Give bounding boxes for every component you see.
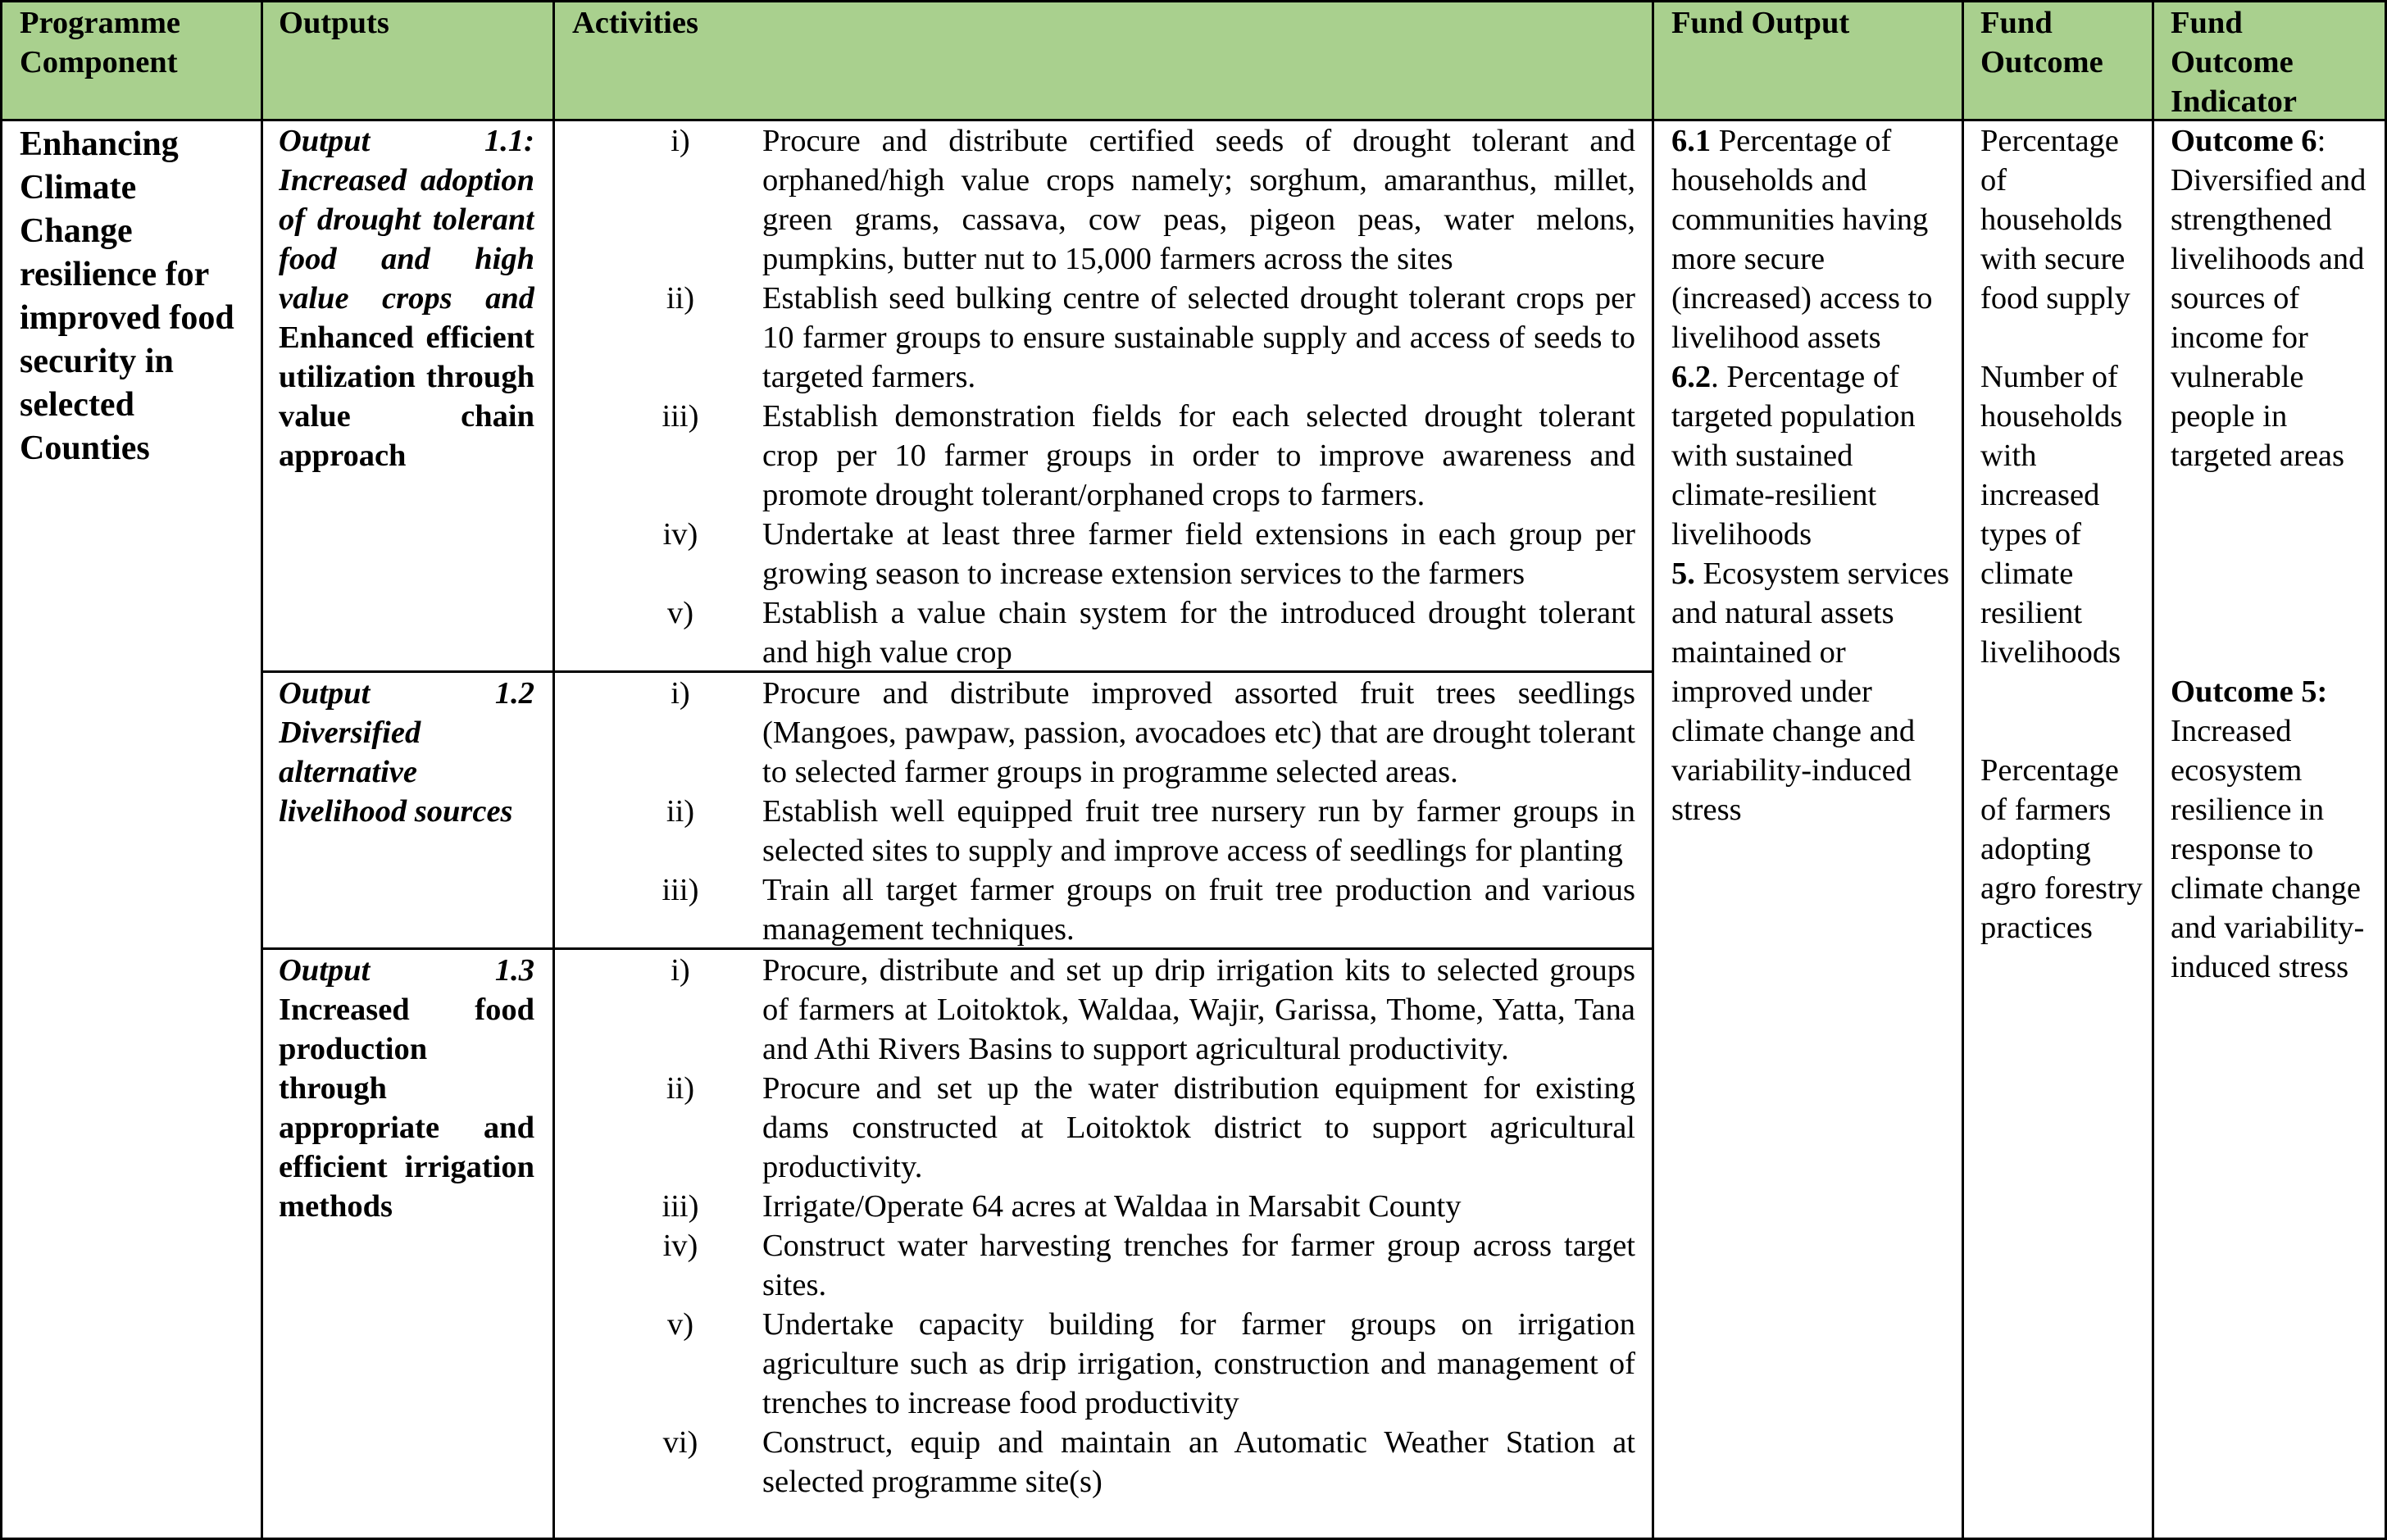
grid-line [2152,0,2154,1540]
grid-line [552,0,555,1540]
grid-line [261,947,1654,950]
grid-line [0,119,2387,121]
output-1-1-title-italic: Output 1.1: Increased adoption of drought tolerant food and high value crops and [279,124,534,316]
activity-item: vi) Construct, equip and maintain an Automatic Weather Station at selected programme site(s) [662,1425,1635,1499]
output-1-2-activities [631,674,1635,949]
activity-item: iii) Train all target farmer groups on fruit tree production and various management techniques. [662,873,1635,947]
output-1-3-title [279,951,534,1226]
fund-outcome-item: Percentage of households with secure food supply [1980,124,2130,316]
fund-output-item: 6.1 Percentage of households and communities having more secure (increased) access to livelihood assets [1671,124,1933,355]
activity-item: i) Procure, distribute and set up drip irrigation kits to selected groups of farmers at Loitoktok, Waldaa, Wajir, Garissa, Thome, Yatta, Tana and Athi Rivers Basins to support agricultural productivity. [671,953,1635,1066]
fund-outcome-indicator-item: Outcome 5: Increased ecosystem resilience in response to climate change and variability-induced stress [2171,675,2365,984]
activity-item: iii) Irrigate/Operate 64 acres at Waldaa in Marsabit County [662,1189,1462,1224]
header-outputs: Outputs [279,6,389,40]
activity-item: i) Procure and distribute improved assorted fruit trees seedlings (Mangoes, pawpaw, passion, avocadoes etc) that are drought tolerant to selected farmer groups in programme selected areas. [671,676,1635,789]
output-1-3-title-plain: Increased food production through appropriate and efficient irrigation methods [279,993,534,1224]
grid-line [1962,0,1964,1540]
activity-item: ii) Establish well equipped fruit tree nursery run by farmer groups in selected sites to supply and improve access of seedlings for planting [666,794,1635,868]
grid-line [261,670,1654,673]
header-fund-outcome: Fund Outcome [1980,6,2103,79]
output-1-2-title [279,674,534,831]
fund-outcome [1980,121,2144,947]
programme-component: Enhancing Climate Change resilience for improved food security in selected Counties [20,125,234,467]
header-activities: Activities [572,6,698,40]
activity-item: v) Undertake capacity building for farmer groups on irrigation agriculture such as drip irrigation, construction and management of trenches to increase food productivity [666,1307,1635,1420]
fund-output [1671,121,1950,829]
fund-outcome-item: Number of households with increased types of climate resilient livelihoods [1980,360,2123,670]
fund-output-item: 5. Ecosystem services and natural assets maintained or improved under climate change and variability-induced stress [1671,556,1949,827]
header-programme-component: Programme Component [20,6,180,79]
output-1-1-title-plain: Enhanced efficient utilization through value chain approach [279,320,534,473]
activity-item: v) Establish a value chain system for the introduced drought tolerant and high value crop [666,596,1635,670]
activity-item: iv) Undertake at least three farmer field extensions in each group per growing season to increase extension services to the farmers [662,517,1635,591]
grid-line [0,0,2387,2]
grid-line [261,0,263,1540]
output-1-3-activities [631,951,1635,1501]
header-fund-outcome-indicator: Fund Outcome Indicator [2171,6,2297,119]
output-1-1-title [279,121,534,475]
activity-item: ii) Procure and set up the water distribution equipment for existing dams constructed at Loitoktok district to support agricultural productivity. [666,1071,1635,1184]
fund-outcome-item: Percentage of farmers adopting agro forestry practices [1980,753,2143,945]
output-1-2-title-italic: Output 1.2 Diversified alternative livelihood sources [279,676,534,829]
grid-line [0,0,2,1540]
output-1-3-title-italic: Output 1.3 [279,953,534,988]
header-fund-output: Fund Output [1671,6,1850,40]
fund-outcome-indicator [2171,121,2367,987]
activity-item: i) Procure and distribute certified seeds of drought tolerant and orphaned/high value crops namely; sorghum, amaranthus, millet, green grams, cassava, cow peas, pigeon peas, water melons, pumpkins, butter nut to 15,000 farmers across the sites [671,124,1635,276]
fund-outcome-indicator-item: Outcome 6: Diversified and strengthened livelihoods and sources of income for vulnerable people in targeted areas [2171,124,2367,473]
fund-output-item: 6.2. Percentage of targeted population with sustained climate-resilient livelihoods [1671,360,1916,552]
activity-item: iv) Construct water harvesting trenches for farmer group across target sites. [662,1229,1635,1302]
activity-item: ii) Establish seed bulking centre of selected drought tolerant crops per 10 farmer groups to ensure sustainable supply and access of seeds to targeted farmers. [666,281,1635,394]
output-1-1-activities [631,121,1635,672]
grid-line [1652,0,1654,1540]
activity-item: iii) Establish demonstration fields for each selected drought tolerant crop per 10 farmer groups in order to improve awareness and promote drought tolerant/orphaned crops to farmers. [662,399,1635,512]
